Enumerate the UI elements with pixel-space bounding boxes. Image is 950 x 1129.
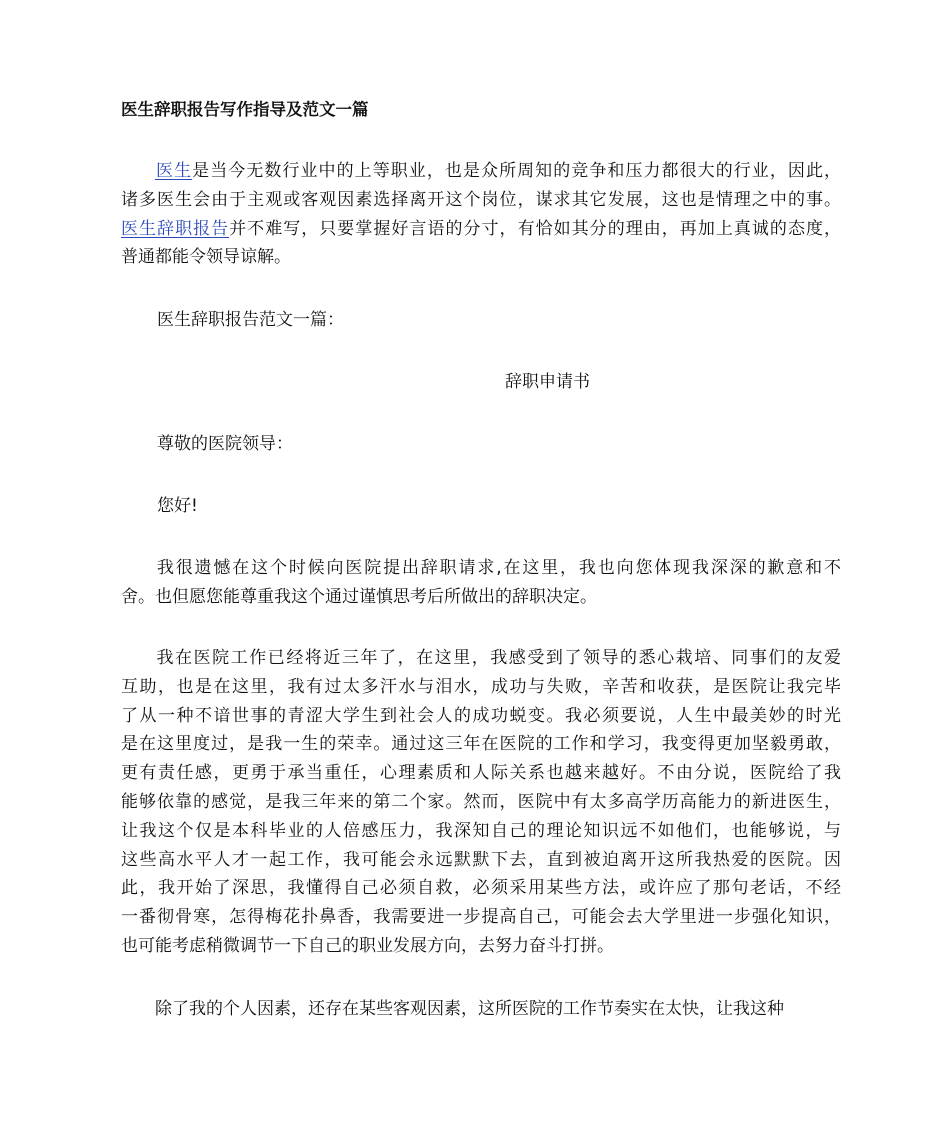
salutation: 尊敬的医院领导： xyxy=(157,434,293,454)
document-title: 医生辞职报告写作指导及范文一篇 xyxy=(121,100,369,119)
intro-line-3-text: 并不难写，只要掌握好言语的分寸，有恰如其分的理由，再加上真诚的态度， xyxy=(229,218,842,239)
intro-line-1 xyxy=(121,157,841,186)
intro-line-1-text: 是当今无数行业中的上等职业，也是众所周知的竞争和压力都很大的行业，因此， xyxy=(192,161,842,181)
para2-line-5: 更有责任感，更勇于承当重任，心理素质和人际关系也越来越好。不由分说，医院给了我 xyxy=(121,763,841,784)
para1-line-1: 我很遗憾在这个时候向医院提出辞职请求,在这里，我也向您体现我深深的歉意和不 xyxy=(155,558,841,578)
para2-line-10: 一番彻骨寒，怎得梅花扑鼻香，我需要进一步提高自己，可能会去大学里进一步强化知识， xyxy=(121,907,841,928)
greeting: 您好! xyxy=(157,496,198,516)
para2-line-3: 了从一种不谙世事的青涩大学生到社会人的成功蜕变。我必须要说，人生中最美妙的时光 xyxy=(121,705,841,726)
body-paragraph-2 xyxy=(121,644,841,961)
sample-heading: 医生辞职报告范文一篇： xyxy=(157,310,344,330)
para3-line-1: 除了我的个人因素，还存在某些客观因素，这所医院的工作节奏实在太快，让我这种 xyxy=(155,999,784,1019)
para2-line-6: 能够依靠的感觉，是我三年来的第二个家。然而，医院中有太多高学历高能力的新进医生， xyxy=(121,791,841,812)
letter-title: 辞职申请书 xyxy=(505,372,590,392)
intro-paragraph xyxy=(121,157,841,272)
para2-line-9: 此，我开始了深思，我懂得自己必须自救，必须采用某些方法，或许应了那句老话，不经 xyxy=(121,878,841,899)
para2-line-1: 我在医院工作已经将近三年了，在这里，我感受到了领导的悉心栽培、同事们的友爱 xyxy=(155,648,841,668)
body-paragraph-1 xyxy=(121,554,841,612)
para2-line-8: 这些高水平人才一起工作，我可能会永远默默下去，直到被迫离开这所我热爱的医院。因 xyxy=(121,849,841,870)
para1-line-2: 舍。也但愿您能尊重我这个通过谨慎思考后所做出的辞职决定。 xyxy=(121,586,597,607)
para2-line-2: 互助，也是在这里，我有过太多汗水与泪水，成功与失败，辛苦和收获，是医院让我完毕 xyxy=(121,676,841,697)
body-paragraph-3 xyxy=(121,995,841,1024)
intro-line-3 xyxy=(121,215,841,244)
para2-line-11: 也可能考虑稍微调节一下自己的职业发展方向，去努力奋斗打拼。 xyxy=(121,935,614,956)
link-doctor[interactable]: 医生 xyxy=(155,161,193,181)
intro-line-2: 诸多医生会由于主观或客观因素选择离开这个岗位，谋求其它发展，这也是情理之中的事。 xyxy=(121,189,841,210)
para2-line-4: 是在这里度过，是我一生的荣幸。通过这三年在医院的工作和学习，我变得更加坚毅勇敢， xyxy=(121,734,841,755)
para2-line-7: 让我这个仅是本科毕业的人倍感压力，我深知自己的理论知识远不如他们，也能够说，与 xyxy=(121,820,841,841)
intro-line-4: 普通都能令领导谅解。 xyxy=(121,247,291,268)
link-doctor-resignation-report[interactable]: 医生辞职报告 xyxy=(121,218,230,239)
